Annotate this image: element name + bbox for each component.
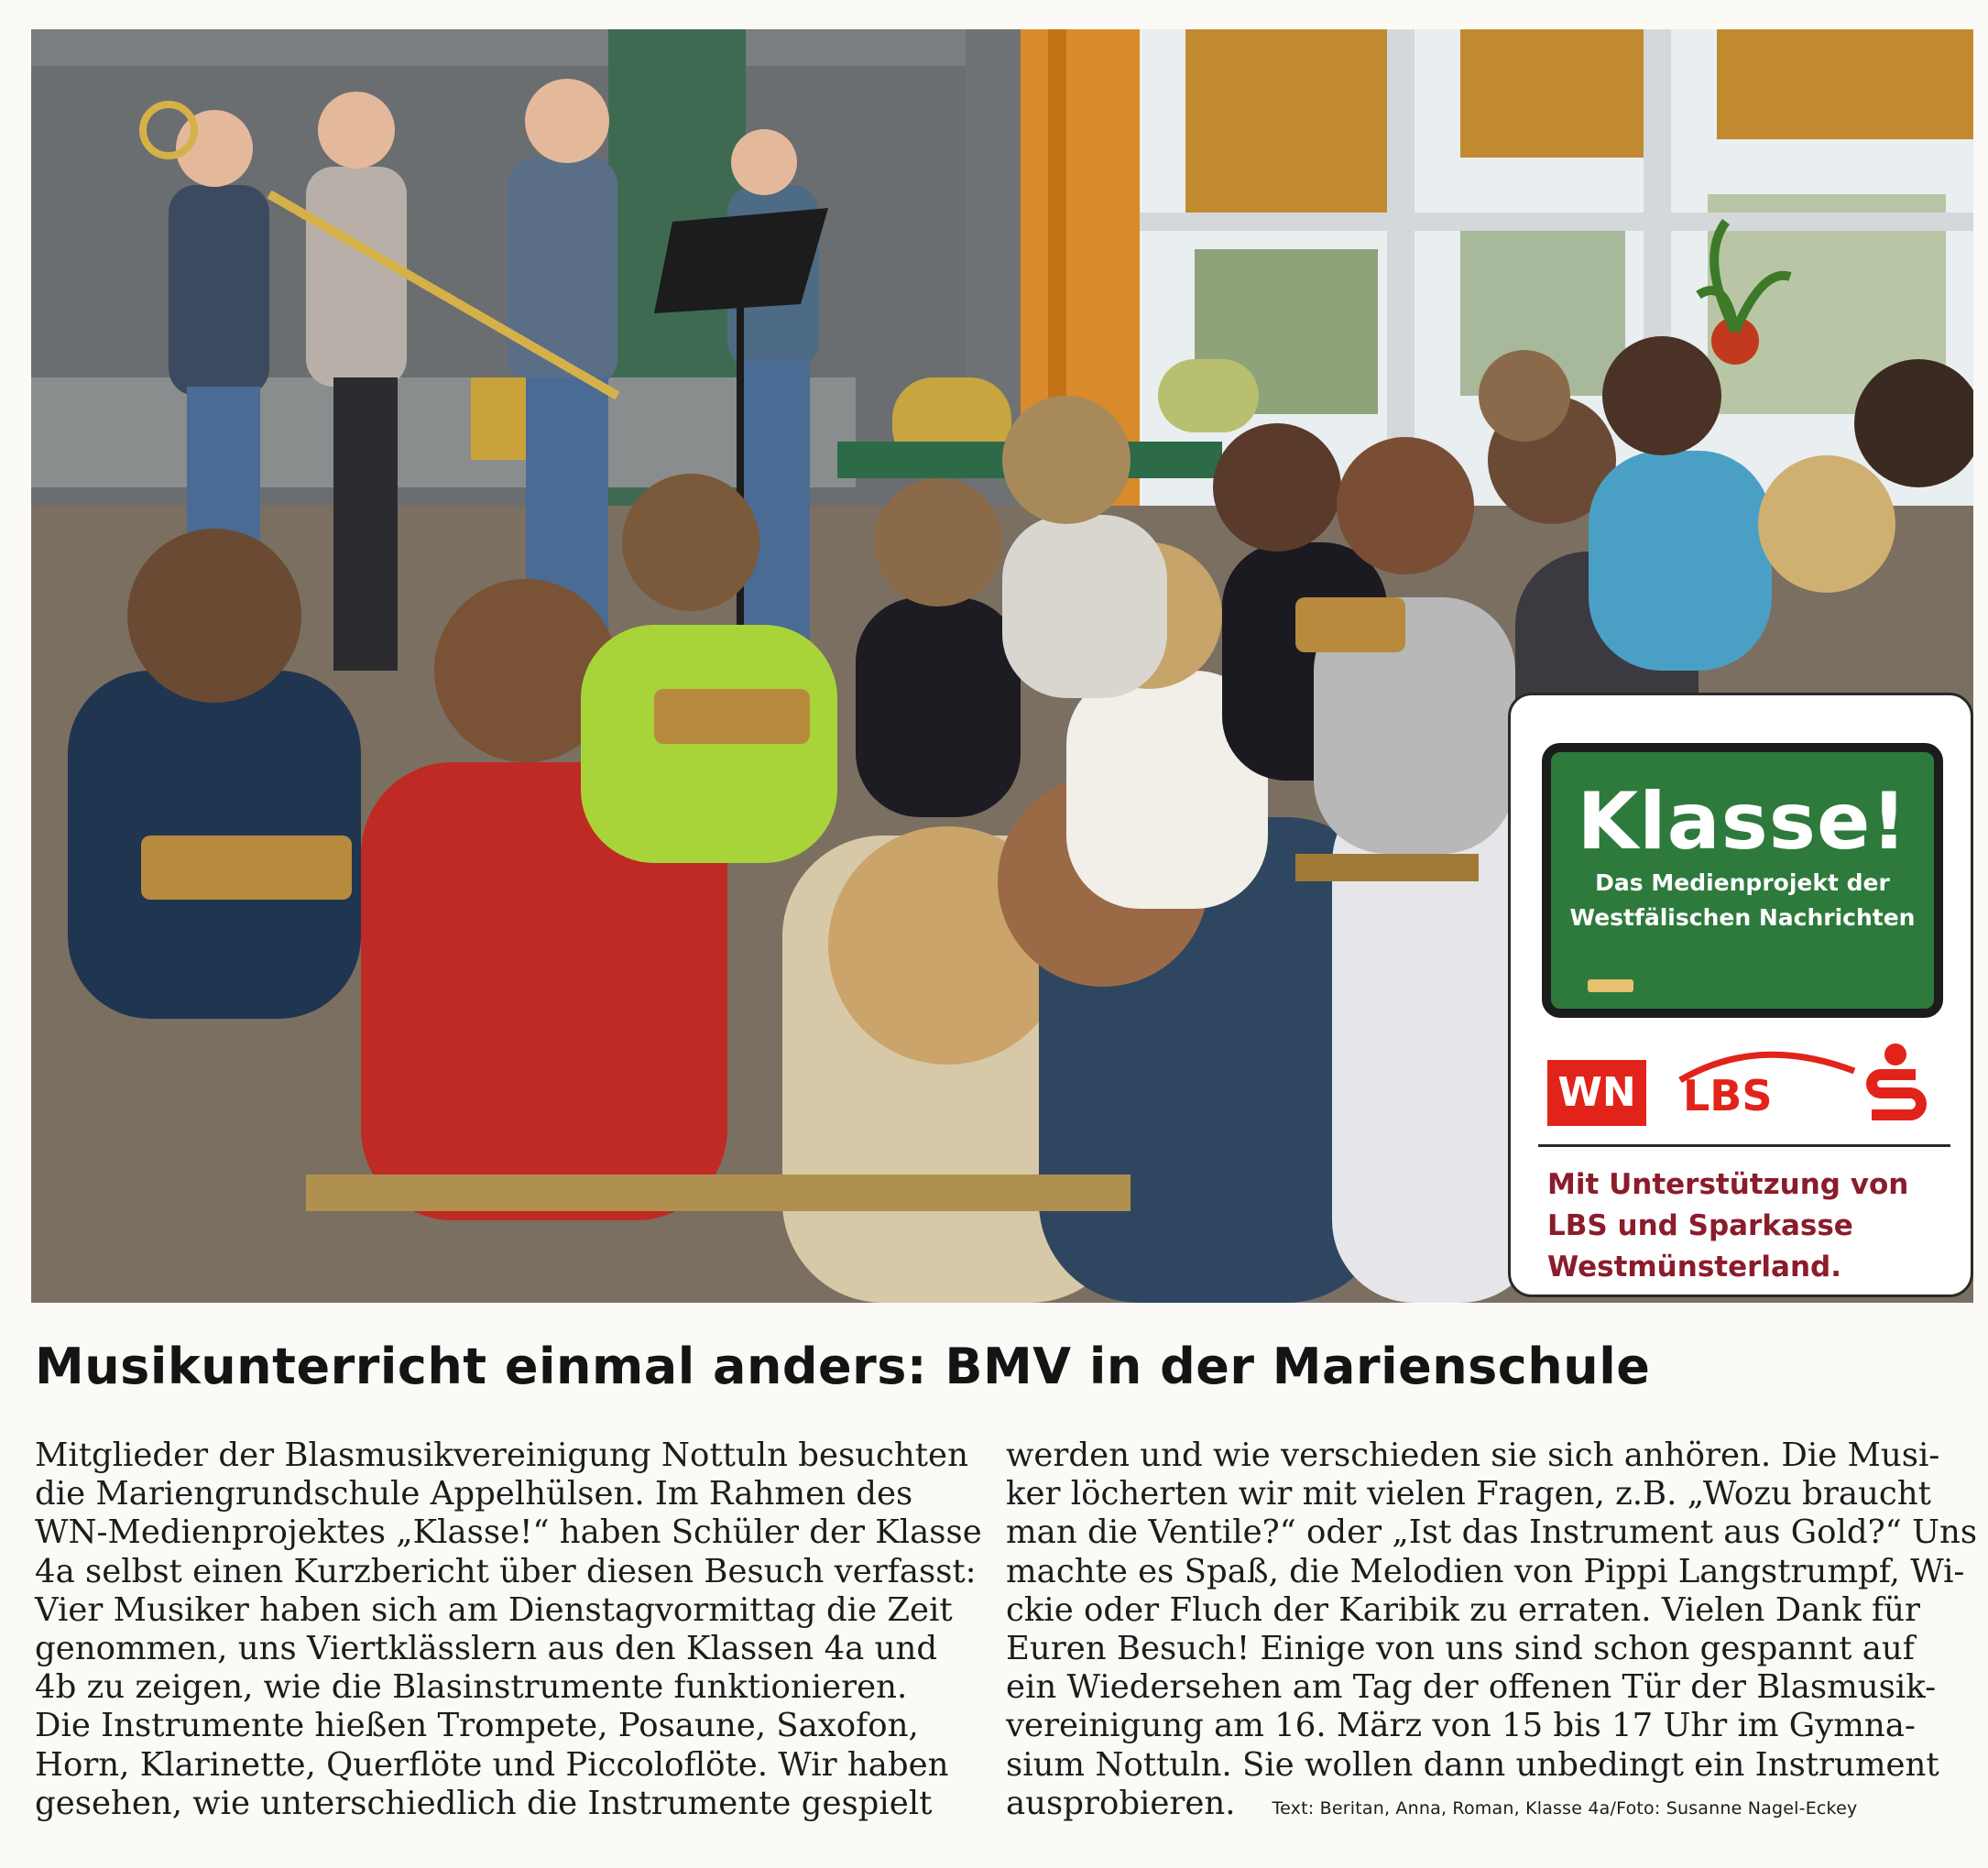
support-line: Mit Unterstützung von xyxy=(1547,1168,1909,1201)
body-line: machte es Spaß, die Melodien von Pippi Langstrumpf, Wi- xyxy=(1006,1552,1965,1590)
badge-divider xyxy=(1538,1144,1950,1147)
body-line: Horn, Klarinette, Querflöte und Piccoloflöte. Wir haben xyxy=(35,1745,949,1784)
support-line: Westmünsterland. xyxy=(1547,1251,1841,1284)
chalkboard-logo xyxy=(1542,743,1943,1018)
article-headline: Musikunterricht einmal anders: BMV in der Marienschule xyxy=(35,1338,1651,1395)
body-last-line-text: ausprobieren. xyxy=(1006,1784,1236,1822)
sparkasse-logo-icon xyxy=(1859,1042,1932,1133)
article-column-left xyxy=(35,1437,982,1823)
body-line: ein Wiedersehen am Tag der offenen Tür der Blasmusik- xyxy=(1006,1668,1937,1707)
body-line: ckie oder Fluch der Karibik zu erraten. Vielen Dank für xyxy=(1006,1590,1920,1629)
body-line: gesehen, wie unterschiedlich die Instrumente gespielt xyxy=(35,1784,933,1822)
body-line: sium Nottuln. Sie wollen dann unbedingt ein Instrument xyxy=(1006,1745,1939,1784)
article-column-right xyxy=(1006,1437,1978,1828)
body-line: 4a selbst einen Kurzbericht über diesen Besuch verfasst: xyxy=(35,1552,977,1590)
body-line: werden und wie verschieden sie sich anhören. Die Musi- xyxy=(1006,1437,1940,1474)
badge-subtitle-line1: Das Medienprojekt der xyxy=(1595,869,1890,896)
body-line: Mitglieder der Blasmusikvereinigung Nottuln besuchten xyxy=(35,1437,968,1474)
support-text xyxy=(1547,1164,1950,1288)
body-line: man die Ventile?“ oder „Ist das Instrument aus Gold?“ Uns xyxy=(1006,1513,1978,1552)
body-line: Euren Besuch! Einige von uns sind schon gespannt auf xyxy=(1006,1630,1915,1668)
badge-subtitle-line2: Westfälischen Nachrichten xyxy=(1569,904,1916,931)
body-line: Vier Musiker haben sich am Dienstagvormittag die Zeit xyxy=(35,1590,953,1629)
sponsor-logos xyxy=(1538,1034,1950,1135)
body-line: WN-Medienprojektes „Klasse!“ haben Schüler der Klasse xyxy=(35,1513,982,1552)
wn-logo: WN xyxy=(1547,1060,1646,1126)
body-line-last xyxy=(1006,1785,1931,1828)
body-line: vereinigung am 16. März von 15 bis 17 Uhr im Gymna- xyxy=(1006,1707,1916,1745)
support-line: LBS und Sparkasse xyxy=(1547,1209,1853,1242)
body-line: 4b zu zeigen, wie die Blasinstrumente funktionieren. xyxy=(35,1668,908,1707)
body-line: Die Instrumente hießen Trompete, Posaune, Saxofon, xyxy=(35,1707,919,1745)
badge-title: Klasse! xyxy=(1577,776,1908,868)
chalk-icon xyxy=(1588,979,1633,992)
lbs-logo: LBS xyxy=(1683,1071,1773,1120)
body-line: ker löcherten wir mit vielen Fragen, z.B. „Wozu braucht xyxy=(1006,1475,1931,1513)
body-line: genommen, uns Viertklässlern aus den Klassen 4a und xyxy=(35,1630,938,1668)
body-line: die Mariengrundschule Appelhülsen. Im Rahmen des xyxy=(35,1475,913,1513)
klasse-badge xyxy=(1508,693,1973,1297)
photo-credit: Text: Beritan, Anna, Roman, Klasse 4a/Foto: Susanne Nagel-Eckey xyxy=(1272,1797,1858,1819)
